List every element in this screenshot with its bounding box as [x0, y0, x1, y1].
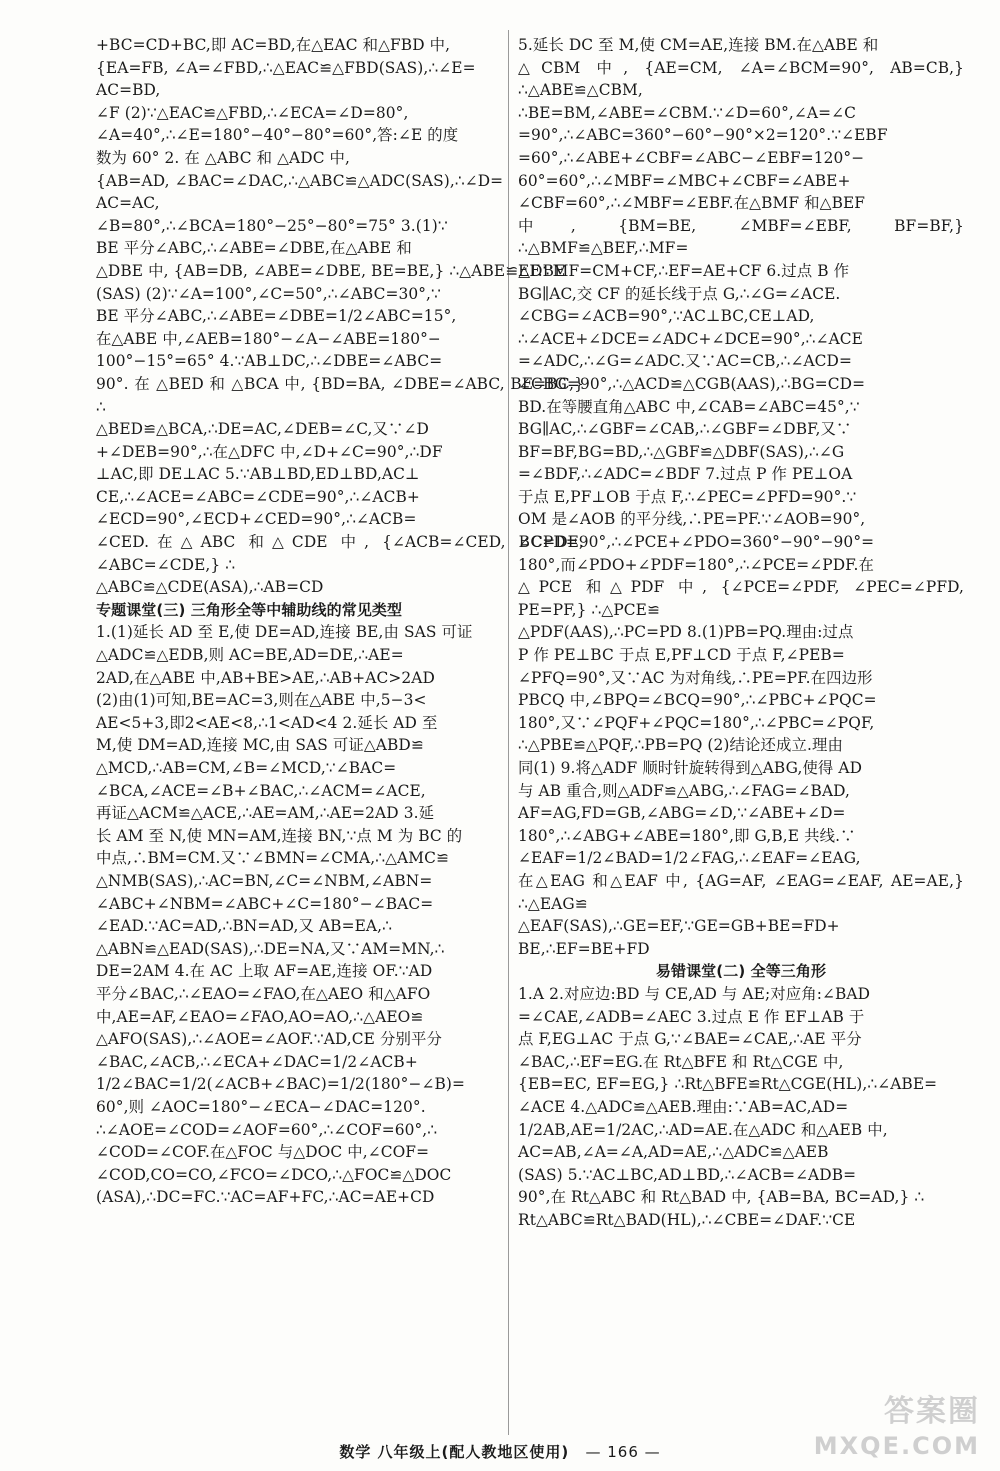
text-line: 长 AM 至 N,使 MN=AM,连接 BN,∵点 M 为 BC 的 [96, 826, 463, 845]
text-line: △ADC≌△EDB,则 AC=BE,AD=DE,∴AE= [96, 646, 404, 665]
text-line: 平分∠BAC,∴∠EAO=∠FAO,在△AEO 和△AFO [96, 984, 431, 1003]
text-line: 中,AE=AF,∠EAO=∠FAO,AO=AO,∴△AEO≌ [96, 1007, 424, 1026]
text-line: Rt△ABC≌Rt△BAD(HL),∴∠CBE=∠DAF.∵CE [518, 1210, 856, 1229]
text-line: 2AD,在△ABE 中,AB+BE>AE,∴AB+AC>2AD [96, 668, 435, 687]
text-line: ∠BAC,∴EF=EG.在 Rt△BFE 和 Rt△CGE 中, [518, 1052, 844, 1071]
text-line: ∴∠ACE+∠DCE=∠ADC+∠DCE=90°,∴∠ACE [518, 329, 863, 348]
text-line: BE,∴EF=BE+FD [518, 939, 650, 958]
text-line: ∠F (2)∵△EAC≌△FBD,∴∠ECA=∠D=80°, [96, 103, 409, 122]
text-line: △ABN≌△EAD(SAS),∴DE=NA,又∵AM=MN,∴ [96, 939, 445, 958]
text-line: 90°. 在 △BED 和 △BCA 中, {BD=BA, ∠DBE=∠ABC, BE=BC,} ∴ [96, 374, 584, 416]
text-line: 再证△ACM≌△ACE,∴AE=AM,∴AE=2AD 3.延 [96, 804, 435, 823]
text-line: ∠EAF=1/2∠BAD=1/2∠FAG,∴∠EAF=∠EAG, [518, 849, 861, 868]
text-line: (2)由(1)可知,BE=AC=3,则在△ABE 中,5−3< [96, 691, 427, 710]
footer-title: 数学 八年级上(配人教地区使用) [339, 1443, 570, 1461]
text-line: ∠CBG=∠ACB=90°,∵AC⊥BC,CE⊥AD, [518, 307, 815, 326]
text-line: 60°=60°,∴∠MBF=∠MBC+∠CBF=∠ABE+ [518, 171, 851, 190]
text-line: 100°−15°=65° 4.∵AB⊥DC,∴∠DBE=∠ABC= [96, 352, 443, 371]
text-line: 1/2AB,AE=1/2AC,∴AD=AE.在△ADC 和△AEB 中, [518, 1120, 888, 1139]
watermark-logo [814, 1395, 980, 1463]
text-line: BF=BF,BG=BD,∴△GBF≌△DBF(SAS),∴∠G [518, 442, 845, 461]
text-line: ∠ACE 4.△ADC≌△AEB.理由:∵AB=AC,AD= [518, 1097, 849, 1116]
text-line: △PCE 和△PDF 中, {∠PCE=∠PDF, ∠PEC=∠PFD, PE=PF,} ∴△PCE≌ [518, 578, 964, 619]
text-line: △AFO(SAS),∴∠AOE=∠AOF.∵AD,CE 分别平分 [96, 1030, 442, 1049]
text-line: 数为 60° 2. 在 △ABC 和 △ADC 中, [96, 148, 351, 167]
text-line: =∠ADC,∴∠G=∠ADC.又∵AC=CB,∴∠ACD= [518, 352, 852, 371]
text-line: ∠ABC+∠NBM=∠ABC+∠C=180°−∠BAC= [96, 894, 434, 913]
text-line: △MCD,∴AB=CM,∠B=∠MCD,∵∠BAC= [96, 759, 397, 777]
text-line: 1.(1)延长 AD 至 E,使 DE=AD,连接 BE,由 SAS 可证 [96, 623, 473, 642]
text-line: +∠DEB=90°,∴在△DFC 中,∠D+∠C=90°,∴DF [96, 442, 443, 461]
text-line: ∠A=40°,∴∠E=180°−40°−80°=60°,答:∠E 的度 [96, 126, 459, 145]
text-line: 中, {BM=BE, ∠MBF=∠EBF, BF=BF,} ∴△BMF≌△BEF,∴MF= [518, 216, 964, 258]
text-line: 中点,∴BM=CM.又∵∠BMN=∠CMA,∴△AMC≌ [96, 849, 449, 868]
text-line: EF.∵MF=CM+CF,∴EF=AE+CF 6.过点 B 作 [518, 261, 850, 280]
page-number: — 166 — [585, 1443, 661, 1461]
text-line: △BED≌△BCA,∴DE=AC,∠DEB=∠C,又∵∠D [96, 420, 429, 439]
text-line: ∴∠AOE=∠COD=∠AOF=60°,∴∠COF=60°,∴ [96, 1120, 438, 1139]
text-line: ∴BE=BM,∠ABE=∠CBM.∵∠D=60°,∠A=∠C [518, 103, 856, 122]
text-line: ∠EAD.∵AC=AD,∴BN=AD,又 AB=EA,∴ [96, 917, 393, 936]
text-line: DE=2AM 4.在 AC 上取 AF=AE,连接 OF.∵AD [96, 962, 433, 981]
text-line: BE 平分∠ABC,∴∠ABE=∠DBE=1/2∠ABC=15°, [96, 307, 457, 326]
text-line: ∠COD,CO=CO,∠FCO=∠DCO,∴△FOC≌△DOC [96, 1165, 452, 1184]
text-line: 180°,∴∠ABG+∠ABE=180°,即 G,B,E 共线.∵ [518, 826, 856, 845]
text-line: ∠BCA,∠ACE=∠B+∠BAC,∴∠ACM=∠ACE, [96, 781, 426, 800]
text-line: 90°,在 Rt△ABC 和 Rt△BAD 中, {AB=BA, BC=AD,} ∴ [518, 1188, 925, 1207]
text-line: OM 是∠AOB 的平分线,∴PE=PF.∵∠AOB=90°, [518, 510, 866, 529]
text-line: AF=AG,FD=GB,∠ABG=∠D,∵∠ABE+∠D= [518, 804, 846, 823]
text-line: ∠CPD=90°,∴∠PCE+∠PDO=360°−90°−90°= [518, 533, 875, 552]
text-line: =90°,∴∠ABC=360°−60°−90°×2=120°.∵∠EBF [518, 126, 888, 145]
text-line: △NMB(SAS),∴AC=BN,∠C=∠NBM,∠ABN= [96, 871, 433, 890]
text-line: 60°,则 ∠AOC=180°−∠ECA−∠DAC=120°. [96, 1097, 426, 1116]
right-column [518, 34, 964, 1231]
text-line: 与 AB 重合,则△ADF≌△ABG,∴∠FAG=∠BAD, [518, 781, 851, 800]
text-line: 同(1) 9.将△ADF 顺时针旋转得到△ABG,使得 AD [518, 759, 863, 777]
text-line: ∠ECD=90°,∠ECD+∠CED=90°,∴∠ACB= [96, 510, 417, 529]
text-line: {EB=EC, EF=EG,} ∴Rt△BFE≌Rt△CGE(HL),∴∠ABE= [518, 1075, 938, 1094]
text-line: ∠CED.在△ABC 和△CDE 中, {∠ACB=∠CED, BC=DE, ∠ABC=∠CDE,} ∴ [96, 533, 584, 574]
text-line: ∠B=80°,∴∠BCA=180°−25°−80°=75° 3.(1)∵ [96, 216, 448, 235]
right-column-text [518, 34, 964, 960]
left-column-text [96, 34, 584, 599]
text-line: =∠CAE,∠ADB=∠AEC 3.过点 E 作 EF⊥AB 于 [518, 1007, 865, 1026]
text-line: 在△EAG 和△EAF 中, {AG=AF, ∠EAG=∠EAF, AE=AE,} ∴△EAG≌ [518, 871, 964, 913]
text-line: AC=AB,∠A=∠A,AD=AE,∴△ADC≌△AEB [518, 1143, 829, 1162]
text-line: (SAS) 5.∵AC⊥BC,AD⊥BD,∴∠ACB=∠ADB= [518, 1165, 857, 1184]
text-line: 于点 E,PF⊥OB 于点 F,∴∠PEC=∠PFD=90°.∵ [518, 487, 857, 506]
text-line: 5.延长 DC 至 M,使 CM=AE,连接 BM.在△ABE 和 [518, 36, 879, 54]
text-line: BD.在等腰直角△ABC 中,∠CAB=∠ABC=45°,∵ [518, 397, 860, 416]
text-line: ∠BAC,∠ACB,∴∠ECA+∠DAC=1/2∠ACB+ [96, 1052, 418, 1071]
text-line: △ABC≌△CDE(ASA),∴AB=CD [96, 578, 324, 597]
text-line: 180°,又∵∠PQF+∠PQC=180°,∴∠PBC=∠PQF, [518, 713, 875, 732]
text-line: AE<5+3,即2<AE<8,∴1<AD<4 2.延长 AD 至 [96, 713, 438, 732]
text-line: ∴△PBE≌△PQF,∴PB=PQ (2)结论还成立.理由 [518, 736, 843, 755]
text-line: 点 F,EG⊥AC 于点 G,∵∠BAE=∠CAE,∴AE 平分 [518, 1030, 862, 1049]
text-line: BG∥AC,∴∠GBF=∠CAB,∴∠GBF=∠DBF,又∵ [518, 420, 852, 439]
text-line: AC=AC, [96, 194, 160, 213]
text-line: ∠PFQ=90°,又∵AC 为对角线,∴PE=PF.在四边形 [518, 668, 873, 687]
text-line: {EA=FB, ∠A=∠FBD,∴△EAC≌△FBD(SAS),∴∠E= [96, 58, 476, 77]
watermark-url: MXQE.COM [813, 1432, 980, 1460]
text-line: ∠CBG=90°,∴△ACD≌△CGB(AAS),∴BG=CD= [518, 374, 866, 393]
text-line: 1.A 2.对应边:BD 与 CE,AD 与 AE;对应角:∠BAD [518, 984, 871, 1003]
text-line: {AB=AD, ∠BAC=∠DAC,∴△ABC≌△ADC(SAS),∴∠D= [96, 171, 504, 190]
text-line: ∠CBF=60°,∴∠MBF=∠EBF.在△BMF 和△BEF [518, 194, 866, 213]
text-line: (ASA),∴DC=FC.∵AC=AF+FC,∴AC=AE+CD [96, 1188, 435, 1207]
section-three-title: 专题课堂(三) 三角形全等中辅助线的常见类型 [96, 600, 403, 619]
text-line: 180°,而∠PDO+∠PDF=180°,∴∠PCE=∠PDF.在 [518, 555, 874, 574]
text-line: M,使 DM=AD,连接 MC,由 SAS 可证△ABD≌ [96, 736, 424, 755]
watermark-text: 答案圈 [884, 1394, 980, 1429]
text-line: CE,∴∠ACE=∠ABC=∠CDE=90°,∴∠ACB+ [96, 487, 420, 506]
text-line: =60°,∴∠ABE+∠CBF=∠ABC−∠EBF=120°− [518, 148, 865, 167]
left-column [96, 34, 584, 1209]
text-line: 在△ABE 中,∠AEB=180°−∠A−∠ABE=180°− [96, 329, 441, 348]
text-line: △EAF(SAS),∴GE=EF,∵GE=GB+BE=FD+ [518, 917, 840, 936]
text-line: AC=BD, [96, 81, 161, 100]
text-line: ⊥AC,即 DE⊥AC 5.∵AB⊥BD,ED⊥BD,AC⊥ [96, 465, 420, 484]
text-line: BE 平分∠ABC,∴∠ABE=∠DBE,在△ABE 和 [96, 239, 412, 258]
text-line: +BC=CD+BC,即 AC=BD,在△EAC 和△FBD 中, [96, 36, 451, 54]
section-err-text [518, 983, 964, 1232]
text-line: (SAS) (2)∵∠A=100°,∠C=50°,∴∠ABC=30°,∵ [96, 284, 441, 303]
text-line: ∠COD=∠COF.在△FOC 与△DOC 中,∠COF= [96, 1143, 430, 1162]
text-line: P 作 PE⊥BC 于点 E,PF⊥CD 于点 F,∠PEB= [518, 646, 845, 665]
text-line: △PDF(AAS),∴PC=PD 8.(1)PB=PQ.理由:过点 [518, 623, 854, 642]
section-three-text [96, 621, 584, 1208]
text-line: PBCQ 中,∠BPQ=∠BCQ=90°,∴∠PBC+∠PQC= [518, 691, 877, 710]
text-line: △DBE 中, {AB=DB, ∠ABE=∠DBE, BE=BE,} ∴△ABE≌△DBE [96, 261, 566, 280]
text-line: =∠BDF,∴∠ADC=∠BDF 7.过点 P 作 PE⊥OA [518, 465, 853, 484]
text-line: △CBM 中, {AE=CM, ∠A=∠BCM=90°, AB=CB,} ∴△ABE≌△CBM, [518, 58, 964, 100]
text-line: BG∥AC,交 CF 的延长线于点 G,∴∠G=∠ACE. [518, 284, 841, 303]
text-line: 1/2∠BAC=1/2(∠ACB+∠BAC)=1/2(180°−∠B)= [96, 1075, 465, 1094]
section-err-title: 易错课堂(二) 全等三角形 [655, 962, 827, 981]
